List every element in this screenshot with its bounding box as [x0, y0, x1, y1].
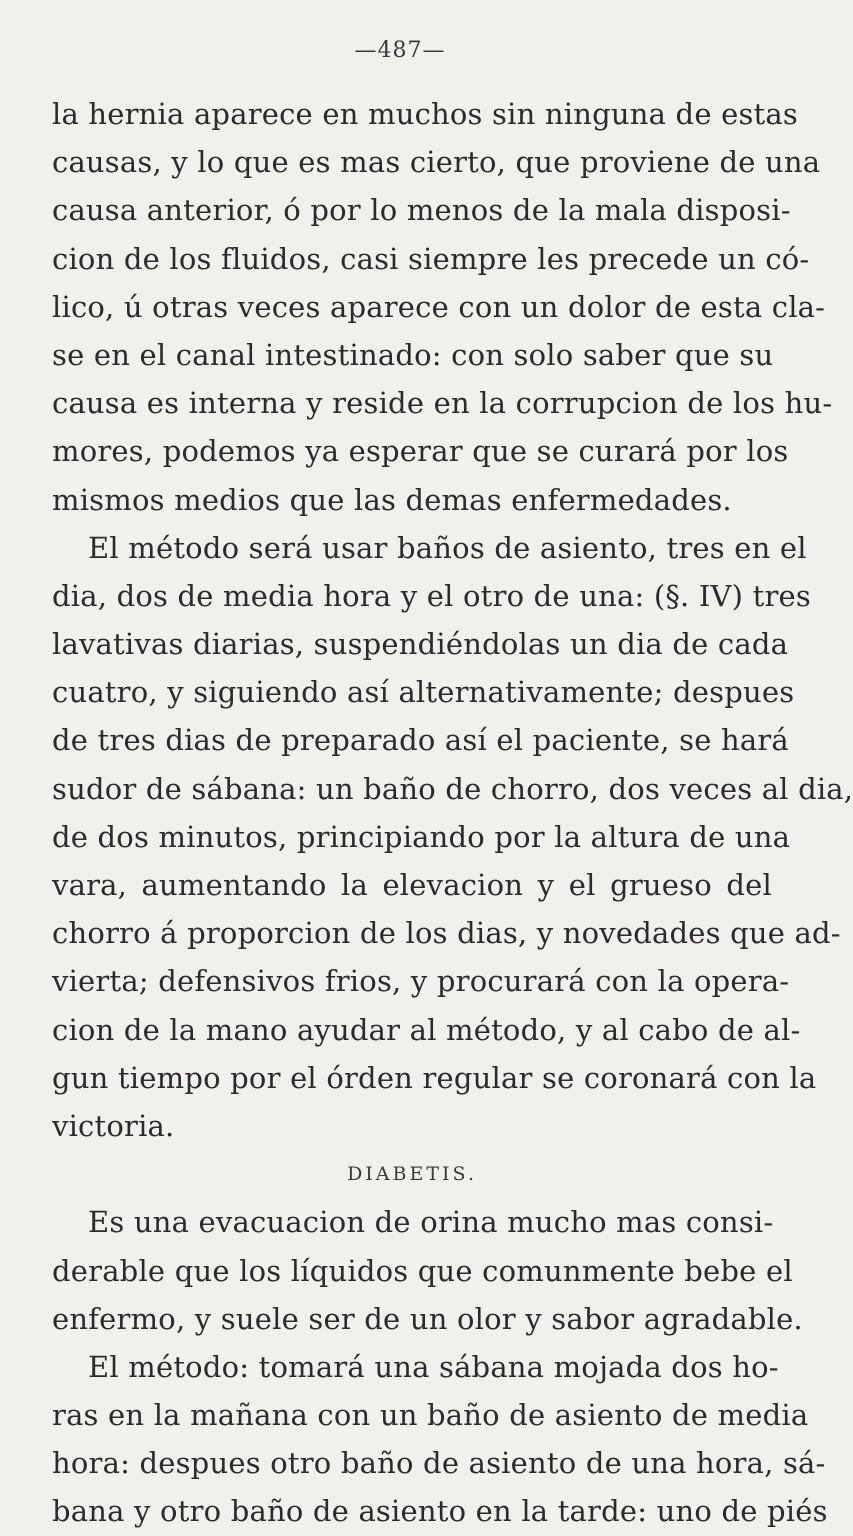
text-line: vara, aumentando la elevacion y el grueso del — [52, 868, 772, 902]
section-heading: DIABETIS. — [347, 1163, 477, 1186]
text-line: cion de la mano ayudar al método, y al cabo de al- — [52, 1012, 801, 1047]
text-line: cion de los fluidos, casi siempre les precede un có- — [52, 241, 810, 276]
text-line: derable que los líquidos que comunmente bebe el — [52, 1253, 793, 1288]
text-line: de dos minutos, principiando por la altura de una — [52, 819, 791, 854]
text-line: ras en la mañana con un baño de asiento de media — [52, 1398, 809, 1433]
text-line: la hernia aparece en muchos sin ninguna de estas — [52, 97, 798, 131]
text-line: lico, ú otras veces aparece con un dolor de esta cla- — [52, 289, 826, 324]
text-line: se en el canal intestinado: con solo saber que su — [52, 337, 774, 372]
text-body — [52, 90, 853, 1536]
text-line: causa es interna y reside en la corrupcion de los hu- — [52, 386, 833, 421]
text-line: causa anterior, ó por lo menos de la mala disposi- — [52, 193, 791, 228]
text-line: mores, podemos ya esperar que se curará por los — [52, 434, 789, 469]
text-line: bana y otro baño de asiento en la tarde: uno de piés — [52, 1494, 828, 1529]
text-line: dia, dos de media hora y el otro de una: (§. IV) tres — [52, 578, 811, 613]
paragraph — [52, 524, 853, 1150]
text-line: Es una evacuacion de orina mucho mas consi- — [88, 1205, 774, 1240]
text-line: chorro á proporcion de los dias, y novedades que ad- — [52, 916, 841, 951]
text-line: mismos medios que las demas enfermedades. — [52, 482, 732, 517]
text-line: causas, y lo que es mas cierto, que proviene de una — [52, 145, 821, 180]
text-line: cuatro, y siguiendo así alternativamente; despues — [52, 675, 795, 710]
text-line: de tres dias de preparado así el paciente, se hará — [52, 723, 789, 758]
text-line: vierta; defensivos frios, y procurará con la opera- — [52, 964, 790, 999]
text-line: gun tiempo por el órden regular se coronará con la — [52, 1060, 817, 1095]
text-line: El método: tomará una sábana mojada dos ho- — [88, 1349, 779, 1384]
text-line: sudor de sábana: un baño de chorro, dos veces al dia, — [52, 771, 853, 806]
text-line: lavativas diarias, suspendiéndolas un dia de cada — [52, 627, 789, 662]
text-line: El método será usar baños de asiento, tres en el — [88, 530, 807, 565]
paragraph — [52, 1343, 828, 1536]
text-line: hora: despues otro baño de asiento de una hora, sá- — [52, 1446, 826, 1481]
paragraph — [52, 1198, 803, 1343]
paragraph — [52, 90, 833, 524]
text-line: victoria. — [52, 1108, 175, 1143]
text-line: enfermo, y suele ser de un olor y sabor agradable. — [52, 1301, 803, 1336]
page-number: —487— — [354, 38, 446, 63]
